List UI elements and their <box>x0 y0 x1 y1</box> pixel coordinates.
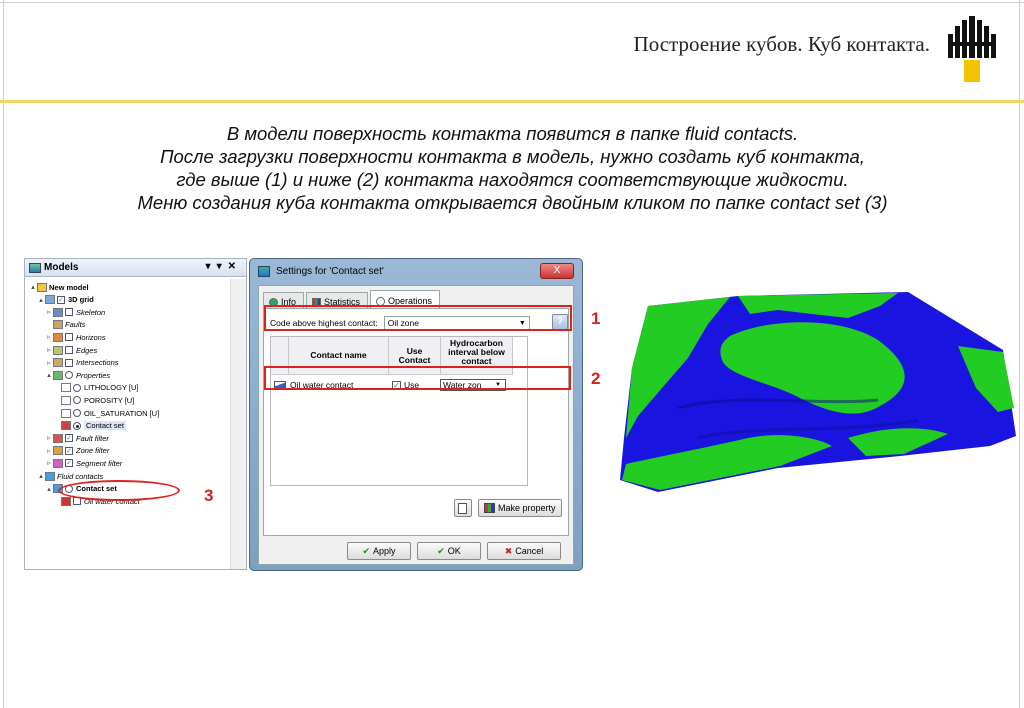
tree-item[interactable] <box>53 420 126 432</box>
expand-arrow-icon[interactable]: ▹ <box>47 347 51 354</box>
tree-item-label: Edges <box>76 345 98 355</box>
expand-arrow-icon[interactable]: ▴ <box>47 372 51 380</box>
check-icon: ✔ <box>437 545 445 556</box>
use-contact-checkbox[interactable]: ✓ <box>393 380 400 390</box>
cancel-label: Cancel <box>515 546 544 556</box>
column-header-use-contact: Use Contact <box>389 337 441 375</box>
code-above-label: Code above highest contact: <box>270 318 378 328</box>
tree-item[interactable] <box>29 281 89 293</box>
hydrocarbon-value: Water zon <box>443 380 482 390</box>
ok-label: OK <box>447 546 461 556</box>
expand-arrow-icon[interactable]: ▹ <box>47 435 51 443</box>
grid-icon <box>45 295 55 304</box>
expand-arrow-icon[interactable]: ▴ <box>39 473 43 480</box>
tree-item-label: Contact set <box>86 421 124 431</box>
expand-arrow-icon[interactable]: ▴ <box>31 284 35 291</box>
tree-radio[interactable] <box>73 396 81 404</box>
chevron-down-icon: ▼ <box>518 319 526 327</box>
tree-item-label: Oil water contact <box>84 496 140 506</box>
make-property-label: Make property <box>498 503 556 513</box>
fault-filter-icon <box>53 434 63 443</box>
tree-item-label: 3D grid <box>68 295 94 305</box>
tree-checkbox[interactable]: ✓ <box>66 435 72 443</box>
tree-scrollbar[interactable] <box>230 279 246 569</box>
expand-arrow-icon[interactable]: ▴ <box>47 485 51 493</box>
tree-radio[interactable] <box>73 422 81 430</box>
intro-line: где выше (1) и ниже (2) контакта находятся соответствующие жидкости. <box>176 169 849 190</box>
expand-arrow-icon[interactable]: ▹ <box>47 447 51 455</box>
edges-icon <box>53 346 63 355</box>
tree-item[interactable] <box>45 344 97 356</box>
expand-arrow-icon[interactable]: ▹ <box>47 334 51 342</box>
contact-icon <box>61 421 71 430</box>
new-document-button[interactable] <box>454 499 472 517</box>
expand-arrow-icon[interactable]: ▹ <box>47 460 51 468</box>
tree-item[interactable] <box>45 445 109 457</box>
tree-item-label: OIL_SATURATION [U] <box>84 408 160 418</box>
help-icon[interactable]: ? <box>552 314 568 330</box>
tree-item-label: Intersections <box>76 358 119 368</box>
tree-checkbox[interactable]: ✓ <box>66 447 72 455</box>
contacts-grid <box>270 336 528 486</box>
expand-arrow-icon[interactable]: ▹ <box>47 359 51 367</box>
tree-item[interactable] <box>45 457 122 469</box>
operations-panel <box>263 308 569 536</box>
close-button[interactable]: X <box>540 263 574 279</box>
intro-line: После загрузки поверхности контакта в модель, нужно создать куб контакта, <box>160 146 865 167</box>
tree-item[interactable] <box>53 394 134 406</box>
contact-surface-3d-image <box>618 288 1016 503</box>
horizons-icon <box>53 333 63 342</box>
tab-label: Statistics <box>324 297 361 307</box>
tree-item[interactable] <box>45 319 85 331</box>
annotation-box-1 <box>264 305 572 331</box>
expand-arrow-icon[interactable]: ▴ <box>39 296 43 304</box>
tree-radio[interactable] <box>73 384 81 392</box>
tab-label: Info <box>281 297 297 307</box>
tree-item-label: POROSITY [U] <box>84 395 135 405</box>
apply-label: Apply <box>373 546 396 556</box>
faults-icon <box>53 320 63 329</box>
tree-item[interactable] <box>45 331 106 343</box>
frame-top-line <box>0 2 1024 3</box>
frame-right-line <box>1019 0 1020 708</box>
fluid-contacts-icon <box>45 472 55 481</box>
header-divider <box>0 100 1024 103</box>
document-icon <box>458 503 467 514</box>
models-panel-title: Models <box>44 262 79 273</box>
tree-item-label: Contact set <box>76 484 117 494</box>
company-logo-icon <box>946 16 998 84</box>
tab-label: Operations <box>388 296 433 306</box>
tree-checkbox[interactable] <box>65 359 73 367</box>
models-icon <box>29 263 41 273</box>
check-icon: ✔ <box>362 545 371 556</box>
ok-button[interactable] <box>417 542 481 560</box>
column-header-hydrocarbon: Hydrocarbon interval below contact <box>441 337 513 375</box>
contact-name-cell[interactable]: Oil water contact <box>290 380 354 390</box>
models-panel <box>24 258 247 570</box>
panel-close-icon[interactable]: ✕ <box>227 261 242 272</box>
tree-item[interactable] <box>53 382 138 394</box>
models-panel-header <box>25 259 246 277</box>
tree-checkbox[interactable] <box>65 308 73 316</box>
slide-title: Построение кубов. Куб контакта. <box>633 32 930 56</box>
tree-item[interactable] <box>37 294 94 306</box>
chevron-down-icon: ▼ <box>495 382 501 388</box>
make-property-button[interactable] <box>478 499 562 517</box>
panel-menu-icon[interactable]: ▾ <box>205 261 217 272</box>
tree-item[interactable] <box>45 357 119 369</box>
tree-item-label: New model <box>49 282 89 292</box>
tree-item[interactable] <box>45 306 105 318</box>
saturation-icon <box>61 409 71 418</box>
tree-checkbox[interactable] <box>65 346 73 354</box>
dialog-title: Settings for 'Contact set' <box>276 266 384 277</box>
tree-item-label: Zone filter <box>76 446 110 456</box>
contact-set-highlight <box>58 480 180 501</box>
grid-property-icon <box>484 503 495 513</box>
tree-checkbox[interactable] <box>65 333 73 341</box>
dialog-app-icon <box>258 266 270 277</box>
tree-item[interactable] <box>45 432 109 444</box>
lithology-icon <box>61 383 71 392</box>
intersections-icon <box>53 358 63 367</box>
annotation-1: 1 <box>591 309 601 328</box>
properties-icon <box>53 371 63 380</box>
segment-filter-icon <box>53 459 63 468</box>
annotation-2: 2 <box>591 369 601 388</box>
tree-item[interactable] <box>53 407 159 419</box>
panel-pin-icon[interactable]: ▾ <box>216 261 228 272</box>
intro-line: Меню создания куба контакта открывается двойным кликом по папке contact set (3) <box>137 192 888 213</box>
cancel-button[interactable] <box>487 542 561 560</box>
tree-checkbox[interactable]: ✓ <box>58 296 64 304</box>
tree-item-label: Fluid contacts <box>57 471 104 481</box>
intro-text <box>60 122 965 214</box>
tree-item-label: LITHOLOGY [U] <box>84 383 139 393</box>
porosity-icon <box>61 396 71 405</box>
models-tree <box>25 279 229 569</box>
folder-icon <box>37 283 47 292</box>
tree-radio[interactable] <box>73 409 81 417</box>
apply-button[interactable] <box>347 542 411 560</box>
annotation-box-2 <box>264 366 571 390</box>
skeleton-icon <box>53 308 63 317</box>
tree-item-label: Faults <box>65 320 86 330</box>
tree-item-label: Fault filter <box>76 433 109 443</box>
panel-controls <box>206 261 242 272</box>
tree-item[interactable] <box>45 369 110 381</box>
owc-icon <box>61 497 71 506</box>
zone-filter-icon <box>53 446 63 455</box>
intro-line: В модели поверхность контакта появится в папке fluid contacts. <box>226 123 799 144</box>
column-header-contact-name: Contact name <box>289 337 389 375</box>
tree-item-label: Horizons <box>76 332 106 342</box>
tree-item-label: Properties <box>76 370 111 380</box>
expand-arrow-icon[interactable]: ▹ <box>47 309 51 317</box>
cancel-icon: ✖ <box>504 545 513 556</box>
tree-item-label: Segment filter <box>76 458 123 468</box>
use-contact-label: Use <box>404 380 420 390</box>
tree-item-label: Skeleton <box>76 307 106 317</box>
annotation-3: 3 <box>204 486 214 505</box>
frame-left-line <box>3 0 4 708</box>
tree-checkbox[interactable]: ✓ <box>66 460 72 468</box>
tree-radio[interactable] <box>65 371 73 379</box>
code-above-value: Oil zone <box>387 318 419 328</box>
